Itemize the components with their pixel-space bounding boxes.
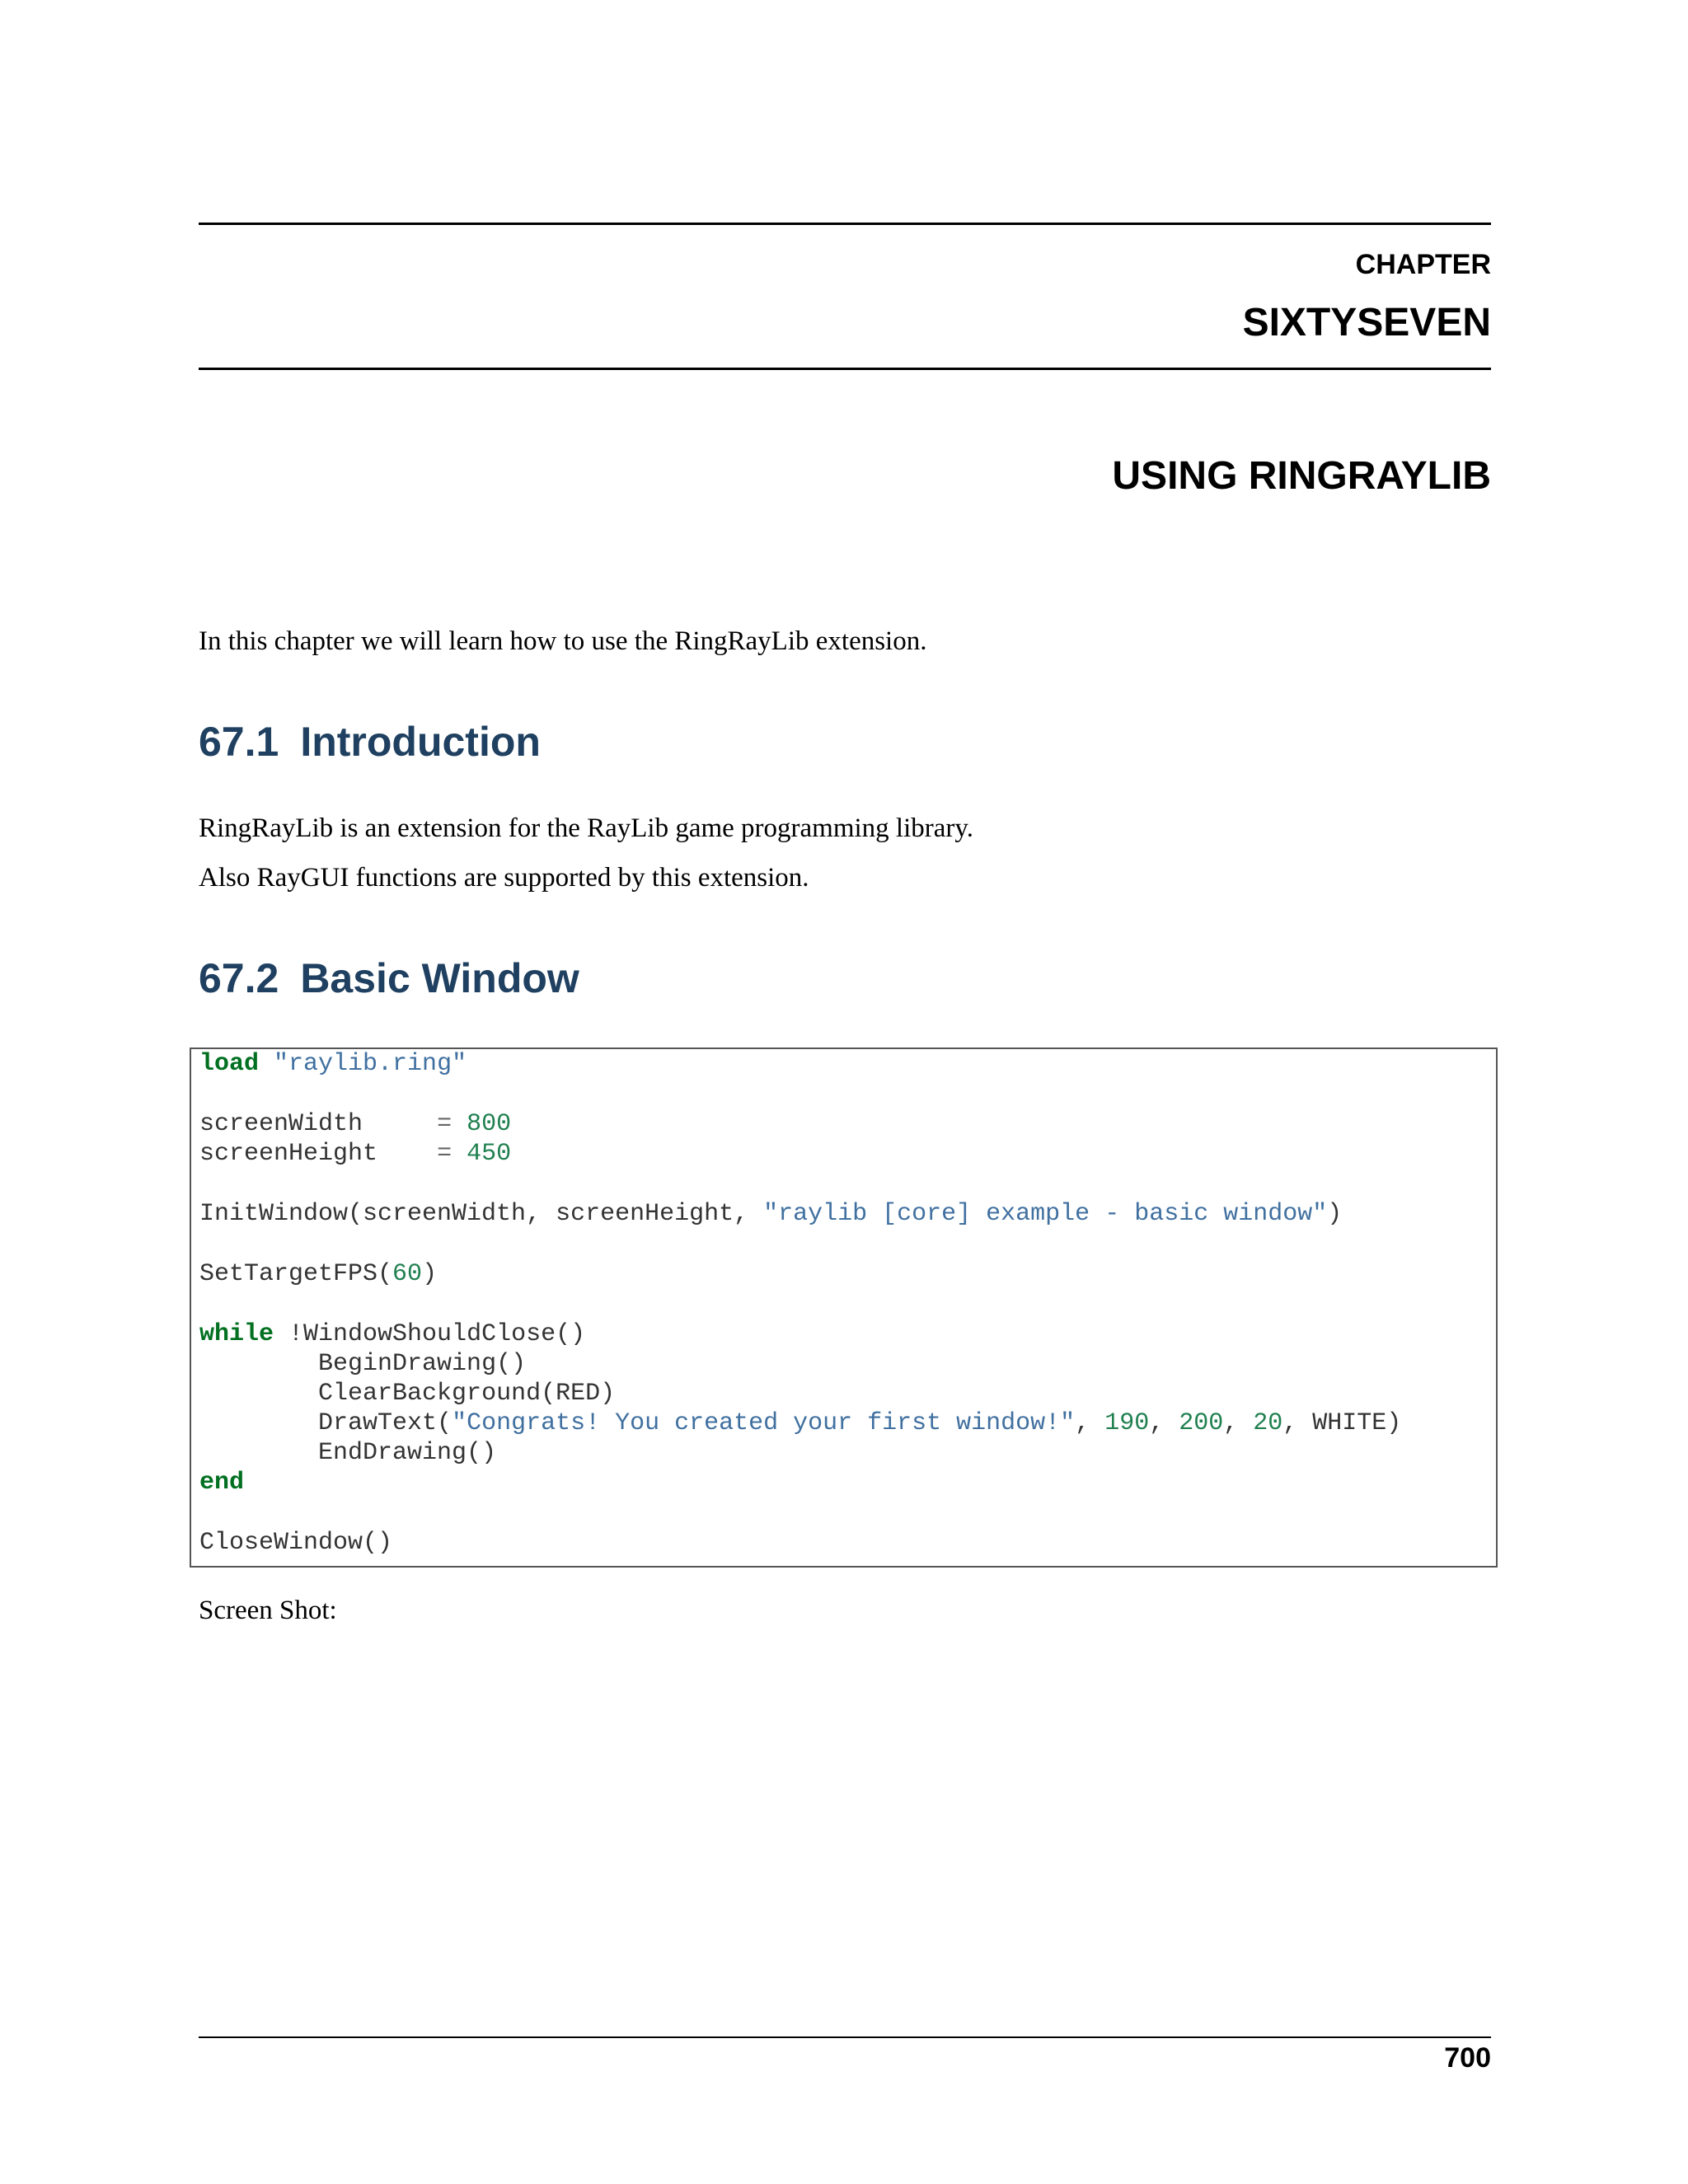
code-keyword: end (199, 1469, 245, 1497)
code-number: 200 (1179, 1409, 1224, 1437)
code-operator: = (437, 1110, 452, 1138)
page-number: 700 (1444, 2042, 1491, 2074)
code-text: , WHITE) (1282, 1409, 1402, 1437)
chapter-top-rule (199, 223, 1491, 225)
code-string: "Congrats! You created your first window!" (452, 1409, 1076, 1437)
code-text: SetTargetFPS( (199, 1260, 393, 1288)
code-keyword: load (199, 1050, 260, 1078)
intro-paragraph: In this chapter we will learn how to use the RingRayLib extension. (199, 626, 927, 656)
code-number: 190 (1104, 1409, 1150, 1437)
code-text: , (1075, 1409, 1105, 1437)
code-operator: = (437, 1140, 452, 1168)
code-text: InitWindow(screenWidth, screenHeight, (199, 1200, 764, 1228)
code-line (199, 1109, 511, 1139)
code-line (199, 1139, 511, 1169)
section-title: Basic Window (300, 955, 579, 1001)
code-text: BeginDrawing() (318, 1350, 527, 1378)
paragraph: Also RayGUI functions are supported by this extension. (199, 863, 809, 893)
chapter-title: USING RINGRAYLIB (1112, 454, 1491, 498)
code-number: 800 (467, 1110, 512, 1138)
footer-rule (199, 2036, 1491, 2038)
section-number: 67.2 (199, 955, 279, 1001)
code-text: ) (1327, 1200, 1343, 1228)
code-line (199, 1468, 244, 1497)
code-text: CloseWindow() (199, 1529, 393, 1557)
code-number: 60 (392, 1260, 423, 1288)
code-line (199, 1259, 437, 1289)
code-text: , (1223, 1409, 1254, 1437)
code-string: "raylib [core] example - basic window" (763, 1200, 1328, 1228)
code-identifier: screenHeight (199, 1140, 378, 1168)
code-identifier: screenWidth (199, 1110, 363, 1138)
code-line (199, 1199, 1342, 1229)
code-string: "raylib.ring" (274, 1050, 467, 1078)
code-text: ClearBackground(RED) (318, 1380, 616, 1408)
code-number: 450 (467, 1140, 512, 1168)
code-number: 20 (1253, 1409, 1283, 1437)
code-line (199, 1319, 585, 1349)
code-text: DrawText( (318, 1409, 452, 1437)
screen-shot-label: Screen Shot: (199, 1596, 337, 1625)
code-keyword: while (199, 1320, 274, 1348)
code-text: EndDrawing() (318, 1439, 497, 1467)
code-text: !WindowShouldClose() (288, 1320, 586, 1348)
code-line (199, 1379, 615, 1408)
code-line (199, 1049, 467, 1079)
code-line (199, 1438, 496, 1468)
code-line (199, 1408, 1401, 1438)
section-number: 67.1 (199, 719, 279, 765)
code-line (199, 1349, 526, 1379)
section-heading-basic-window (199, 954, 579, 1002)
code-text: ) (422, 1260, 438, 1288)
chapter-bottom-rule (199, 368, 1491, 370)
code-block (190, 1047, 1498, 1568)
section-heading-introduction (199, 718, 541, 766)
chapter-label: CHAPTER (1355, 249, 1491, 280)
paragraph: RingRayLib is an extension for the RayLib game programming library. (199, 813, 973, 843)
code-text: , (1149, 1409, 1179, 1437)
chapter-number: SIXTYSEVEN (1242, 301, 1491, 344)
code-line (199, 1528, 392, 1558)
section-title: Introduction (300, 719, 541, 765)
